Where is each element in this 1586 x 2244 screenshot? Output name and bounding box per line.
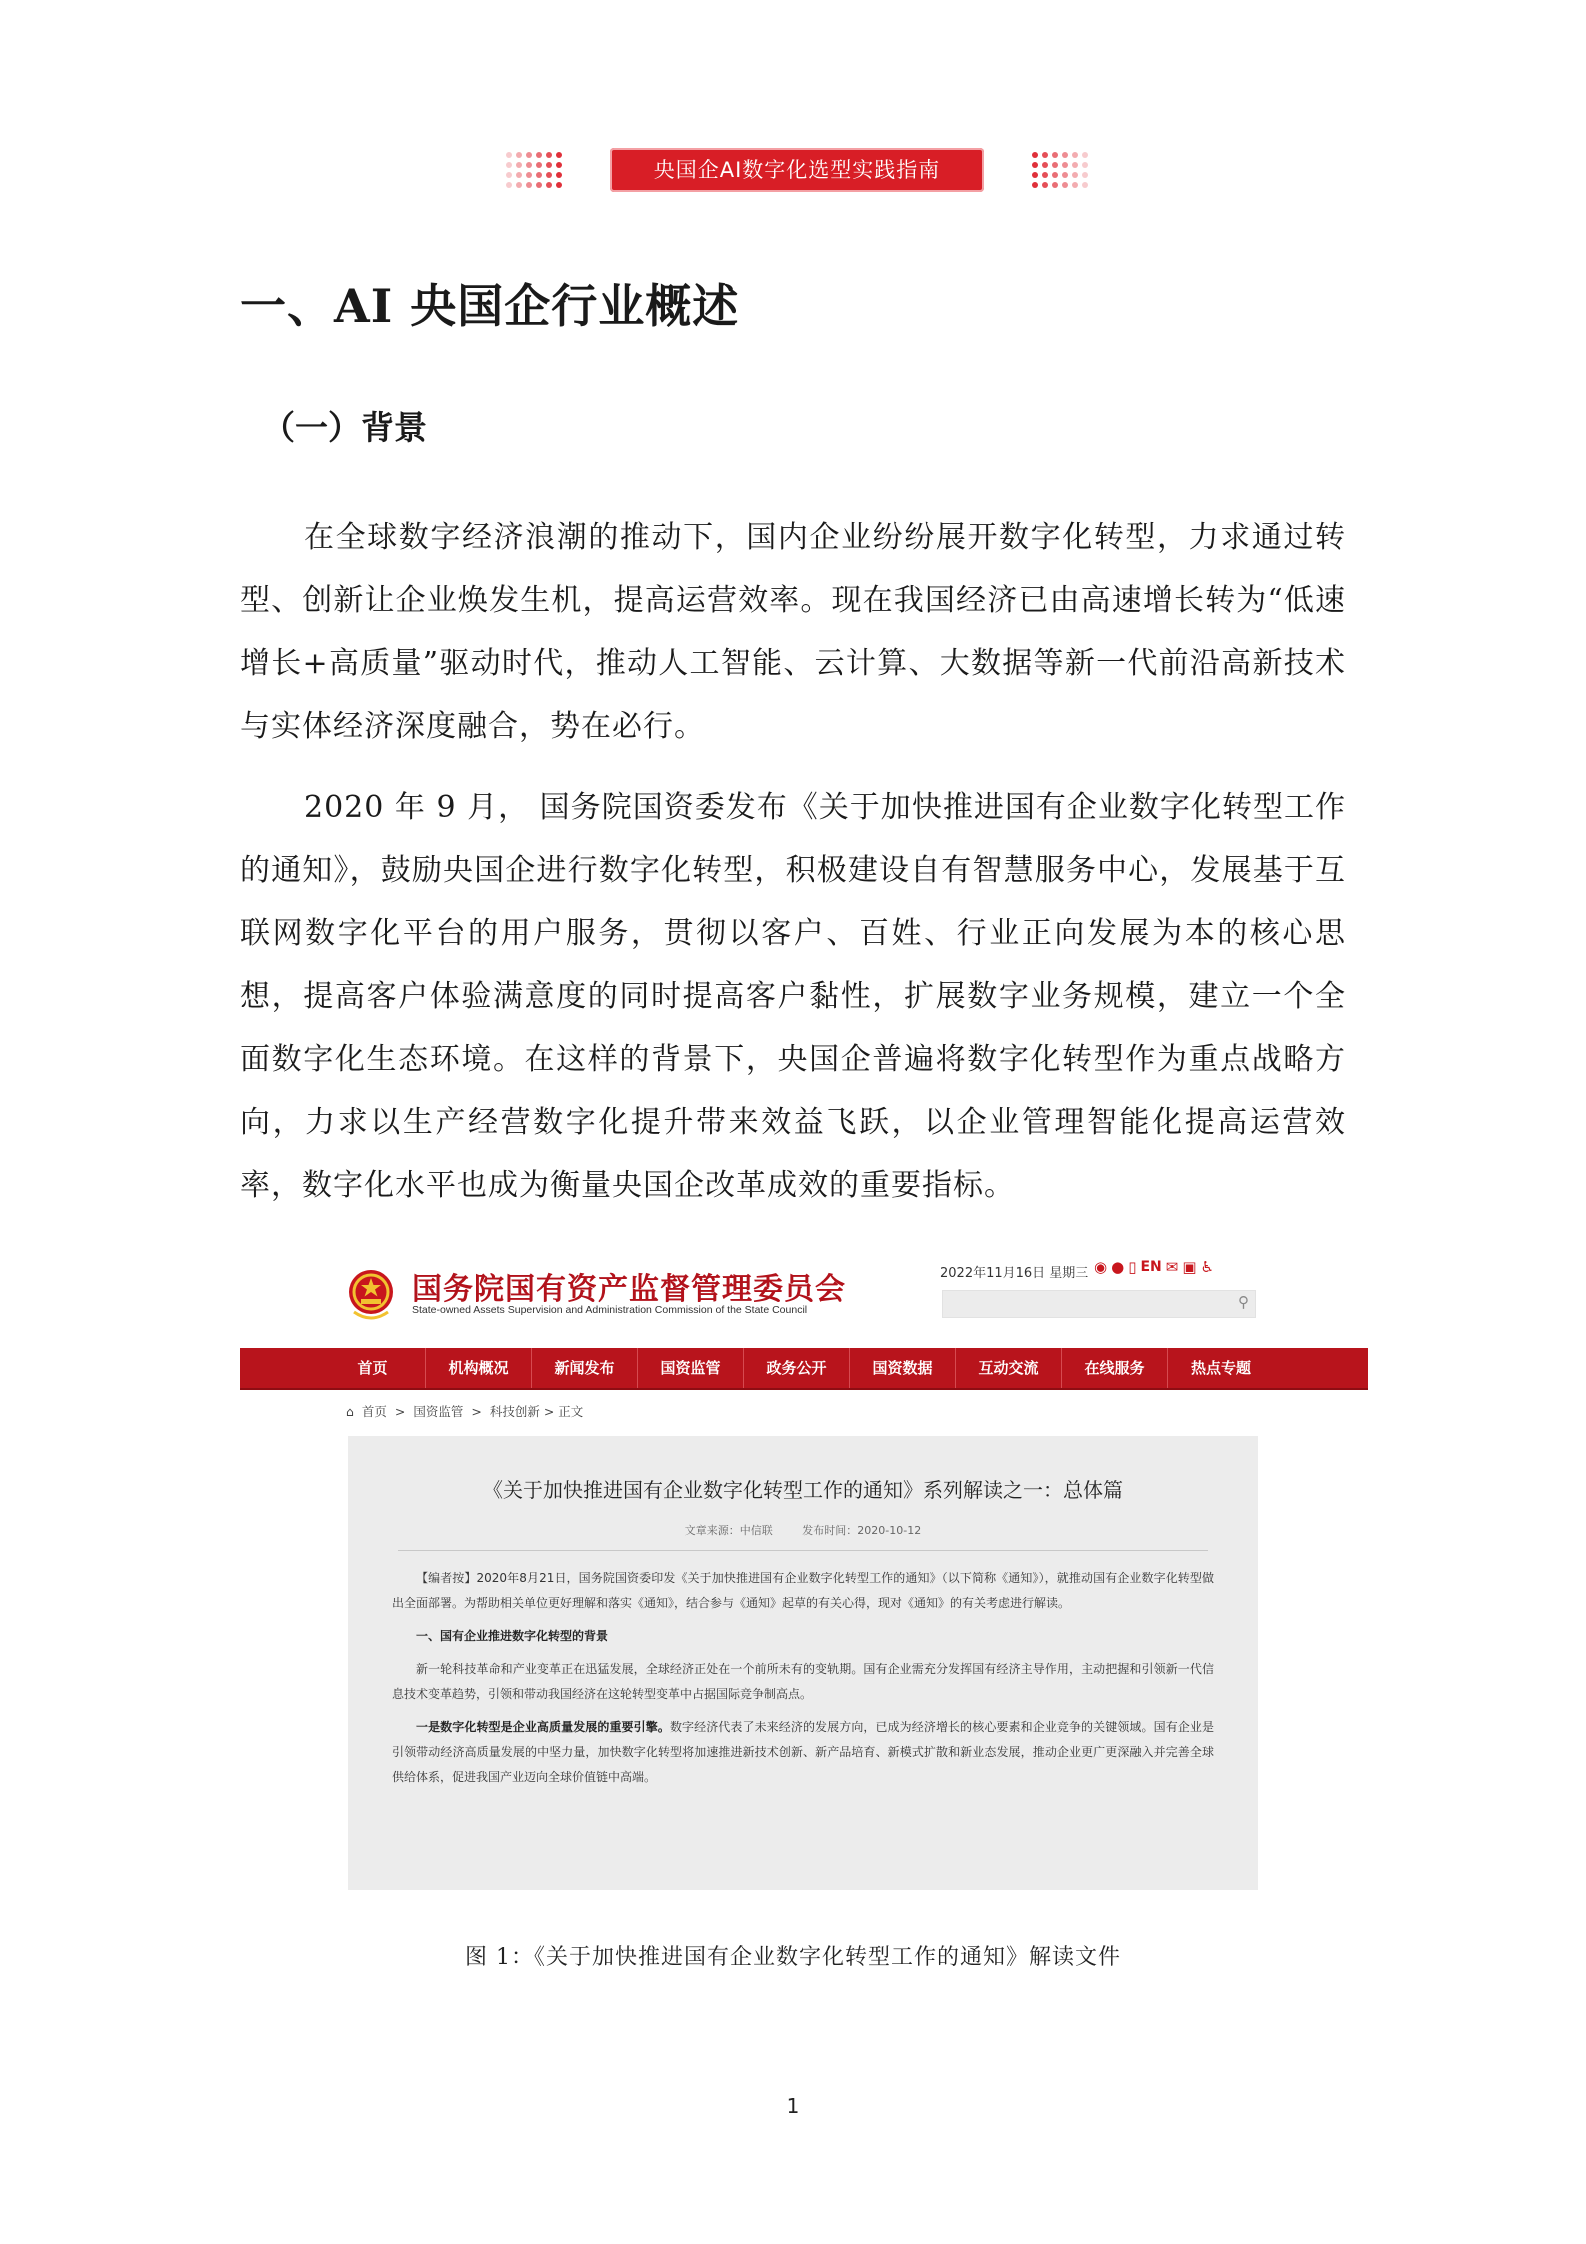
dot xyxy=(516,172,522,178)
dot xyxy=(536,162,542,168)
nav-item[interactable]: 新闻发布 xyxy=(532,1348,638,1388)
dot xyxy=(556,152,562,158)
paragraph-2: 2020 年 9 月， 国务院国资委发布《关于加快推进国有企业数字化转型工作的通知》，鼓励央国企进行数字化转型，积极建设自有智慧服务中心，发展基于互联网数字化平台的用户服务，贯彻以客户、百姓、行业正向发展为本的核心思想，提高客户体验满意度的同时提高客户黏性，扩展数字业务规模，建立一个全面数字化生态环境。在这样的背景下，央国企普遍将数字化转型作为重点战略方向，力求以生产经营数字化提升带来效益飞跃，以企业管理智能化提高运营效率，数字化水平也成为衡量央国企改革成效的重要指标。 xyxy=(240,790,1346,1203)
site-subtitle: State-owned Assets Supervision and Administration Commission of the State Council xyxy=(412,1304,808,1316)
breadcrumb-sep: > xyxy=(394,1404,406,1419)
dot xyxy=(1062,152,1068,158)
dot xyxy=(556,182,562,188)
dot xyxy=(1082,152,1088,158)
article-paragraph-text: 数字经济代表了未来经济的发展方向，已成为经济增长的核心要素和企业竞争的关键领域。国有企业是引领带动经济高质量发展的中坚力量，加快数字化转型将加速推进新技术创新、新产品培育、新模式扩散和新业态发展，推动企业更广更深融入并完善全球供给体系，促进我国产业迈向全球价值链中高端。 xyxy=(392,1720,1214,1784)
dot xyxy=(1032,162,1038,168)
dot xyxy=(1062,162,1068,168)
figure-screenshot xyxy=(240,1240,1368,1890)
dot xyxy=(556,172,562,178)
nav-item[interactable]: 首页 xyxy=(320,1348,426,1388)
dot xyxy=(506,172,512,178)
mobile-icon[interactable]: ▯ xyxy=(1128,1258,1137,1276)
nav-item[interactable]: 互动交流 xyxy=(956,1348,1062,1388)
nav-item[interactable]: 国资数据 xyxy=(850,1348,956,1388)
site-header xyxy=(240,1240,1368,1348)
article-paragraph xyxy=(392,1715,1214,1790)
dot xyxy=(1082,172,1088,178)
weibo-icon[interactable]: ◉ xyxy=(1094,1258,1108,1276)
article-meta xyxy=(348,1522,1258,1538)
article-heading: 一、国有企业推进数字化转型的背景 xyxy=(416,1629,609,1643)
article-body xyxy=(392,1566,1214,1798)
dot xyxy=(536,172,542,178)
dot xyxy=(546,162,552,168)
dot xyxy=(506,162,512,168)
mail-icon[interactable]: ✉ xyxy=(1165,1258,1179,1276)
dot xyxy=(1052,182,1058,188)
page-number: 1 xyxy=(786,2094,800,2118)
dot xyxy=(1032,172,1038,178)
dot xyxy=(546,152,552,158)
dot xyxy=(506,152,512,158)
nav-item[interactable]: 在线服务 xyxy=(1062,1348,1168,1388)
dot xyxy=(1042,162,1048,168)
article-bold-lead: 一是数字化转型是企业高质量发展的重要引擎。 xyxy=(416,1720,670,1734)
dot xyxy=(516,152,522,158)
dot xyxy=(1062,172,1068,178)
dot xyxy=(526,152,532,158)
dot xyxy=(516,182,522,188)
breadcrumb-sep: > xyxy=(471,1404,482,1419)
site-nav-list xyxy=(320,1348,1274,1388)
dot xyxy=(1042,152,1048,158)
dot xyxy=(1072,182,1078,188)
dot xyxy=(536,182,542,188)
nav-item[interactable]: 政务公开 xyxy=(744,1348,850,1388)
site-date: 2022年11月16日 星期三 xyxy=(940,1266,1089,1281)
nav-item[interactable]: 国资监管 xyxy=(638,1348,744,1388)
article-paragraph: 【编者按】2020年8月21日，国务院国资委印发《关于加快推进国有企业数字化转型工作的通知》（以下简称《通知》），就推动国有企业数字化转型做出全面部署。为帮助相关单位更好理解和落实《通知》，结合参与《通知》起草的有关心得，现对《通知》的有关考虑进行解读。 xyxy=(392,1571,1214,1610)
dot xyxy=(536,152,542,158)
dot xyxy=(1072,172,1078,178)
national-emblem-icon xyxy=(346,1266,396,1322)
dot xyxy=(1042,182,1048,188)
accessibility-icon[interactable]: ♿ xyxy=(1200,1258,1214,1276)
dot xyxy=(556,162,562,168)
dot xyxy=(1082,182,1088,188)
figure-caption: 图 1：《关于加快推进国有企业数字化转型工作的通知》解读文件 xyxy=(465,1945,1121,1970)
decorative-dots-left xyxy=(506,148,558,192)
dot xyxy=(526,172,532,178)
dot xyxy=(1052,172,1058,178)
page-header xyxy=(0,148,1586,192)
breadcrumb-current: 科技创新 > 正文 xyxy=(489,1404,584,1419)
breadcrumb-supervision[interactable]: 国资监管 xyxy=(413,1404,464,1419)
dot xyxy=(526,182,532,188)
dot xyxy=(1052,152,1058,158)
nav-item[interactable]: 机构概况 xyxy=(426,1348,532,1388)
section-title: 一、AI 央国企行业概述 xyxy=(240,279,740,333)
section-subtitle: （一）背景 xyxy=(262,408,427,447)
print-icon[interactable]: ▣ xyxy=(1182,1258,1197,1276)
site-toolbar xyxy=(1094,1258,1214,1276)
article-source: 文章来源：中信联 xyxy=(684,1524,773,1537)
dot xyxy=(1072,162,1078,168)
article-date: 发布时间：2020-10-12 xyxy=(802,1524,922,1537)
dot xyxy=(1082,162,1088,168)
breadcrumb-home[interactable]: 首页 xyxy=(361,1404,387,1419)
home-icon: ⌂ xyxy=(346,1404,354,1419)
breadcrumb xyxy=(346,1402,587,1420)
paragraph-1: 在全球数字经济浪潮的推动下，国内企业纷纷展开数字化转型，力求通过转型、创新让企业焕发生机，提高运营效率。现在我国经济已由高速增长转为“低速增长+高质量”驱动时代，推动人工智能、云计算、大数据等新一代前沿高新技术与实体经济深度融合，势在必行。 xyxy=(240,520,1346,744)
site-nav xyxy=(240,1348,1368,1390)
search-icon[interactable]: ⚲ xyxy=(1238,1293,1249,1311)
dot xyxy=(1032,182,1038,188)
article-panel xyxy=(348,1436,1258,1890)
article-title: 《关于加快推进国有企业数字化转型工作的通知》系列解读之一：总体篇 xyxy=(483,1478,1123,1502)
article-divider xyxy=(398,1550,1208,1551)
header-banner: 央国企AI数字化选型实践指南 xyxy=(610,148,984,192)
dot xyxy=(506,182,512,188)
dot xyxy=(526,162,532,168)
dot xyxy=(546,172,552,178)
wechat-icon[interactable]: ● xyxy=(1111,1258,1125,1276)
nav-item[interactable]: 热点专题 xyxy=(1190,1359,1251,1377)
dot xyxy=(516,162,522,168)
decorative-dots-right xyxy=(1032,148,1084,192)
dot xyxy=(1052,162,1058,168)
dot xyxy=(1072,152,1078,158)
article-paragraph: 新一轮科技革命和产业变革正在迅猛发展，全球经济正处在一个前所未有的变轨期。国有企业需充分发挥国有经济主导作用，主动把握和引领新一代信息技术变革趋势，引领和带动我国经济在这轮转型变革中占据国际竞争制高点。 xyxy=(392,1662,1214,1701)
dot xyxy=(546,182,552,188)
dot xyxy=(1032,152,1038,158)
dot xyxy=(1062,182,1068,188)
english-link[interactable]: EN xyxy=(1140,1259,1162,1275)
site-title: 国务院国有资产监督管理委员会 xyxy=(412,1272,846,1307)
site-search-input[interactable] xyxy=(942,1290,1256,1318)
dot xyxy=(1042,172,1048,178)
